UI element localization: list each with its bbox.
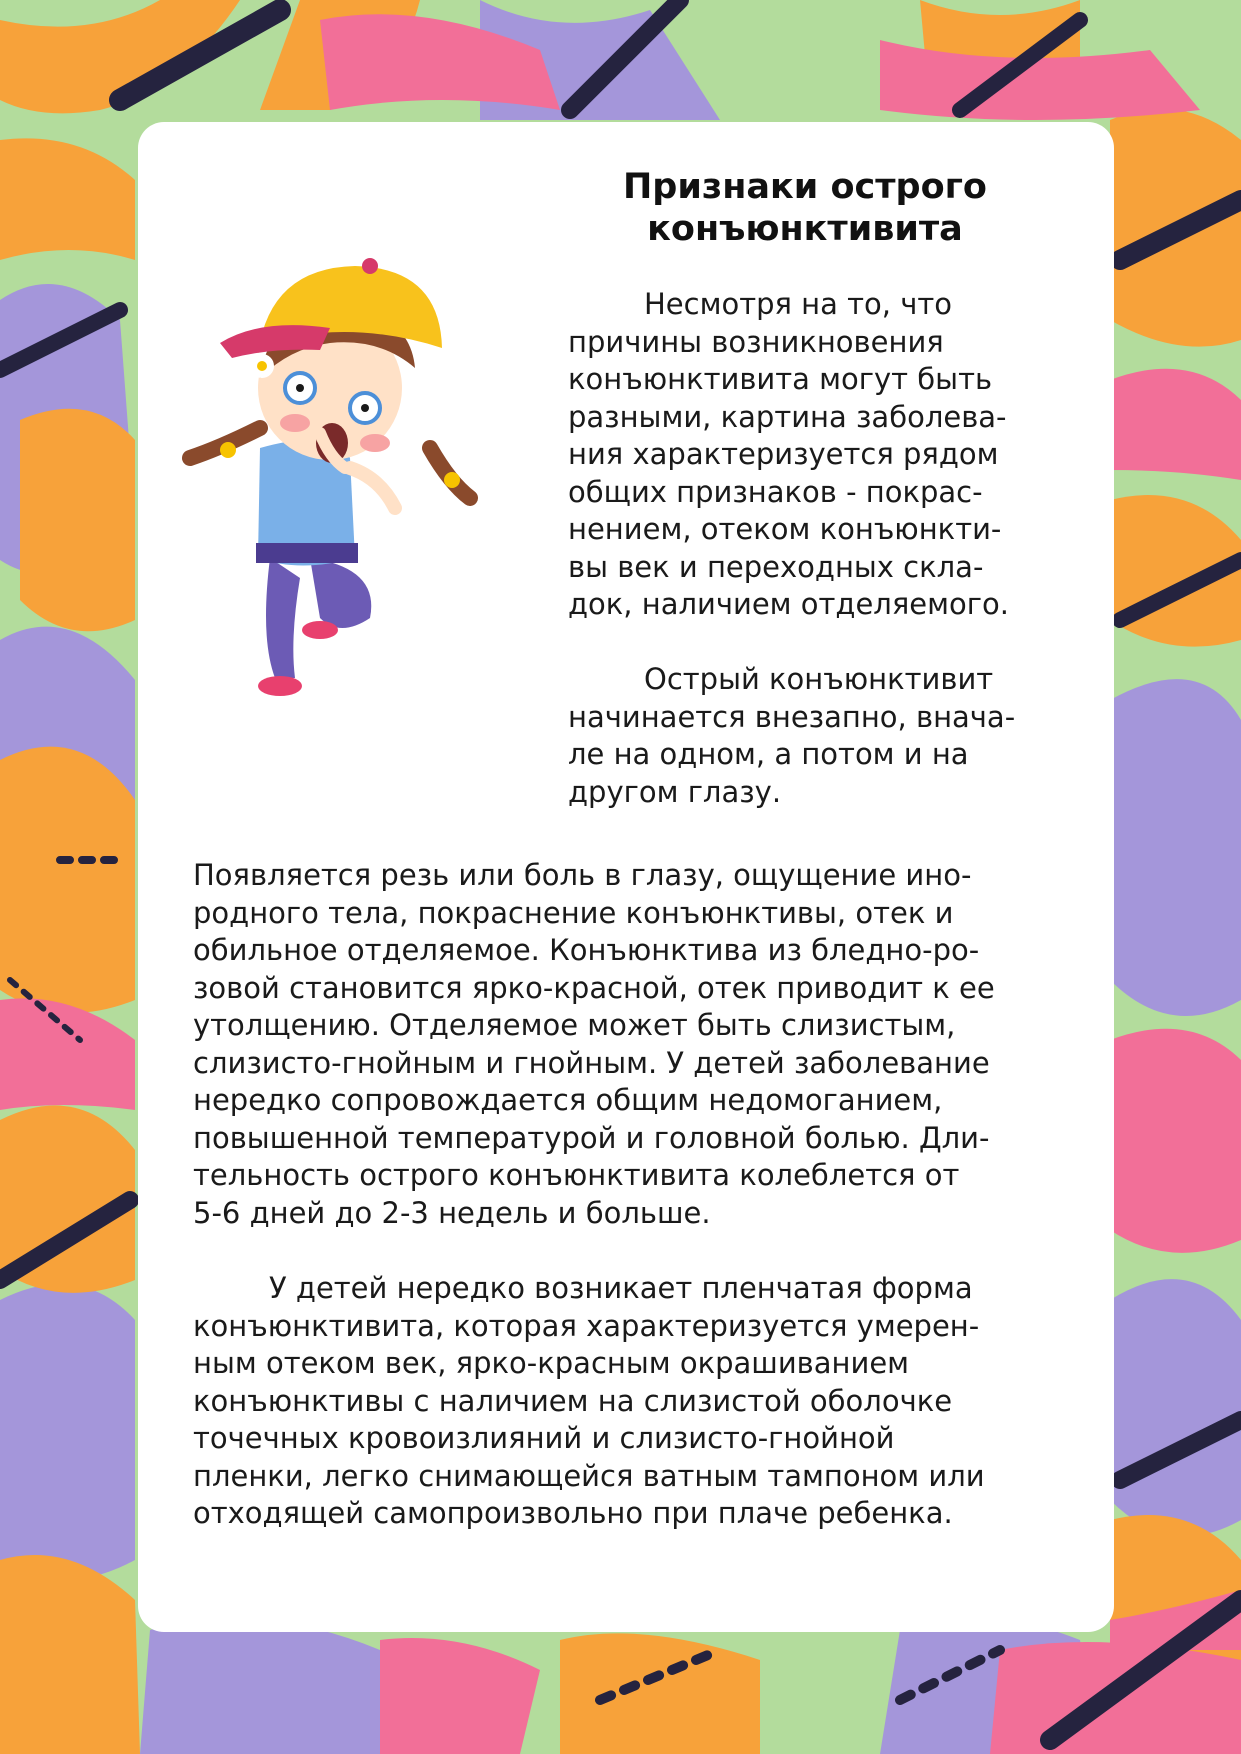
text-line: нередко сопровождается общим недомоганием, <box>193 1083 943 1117</box>
text-line: пленки, легко снимающейся ватным тампоном или <box>193 1458 985 1493</box>
text-line: слизисто-гнойным и гнойным. У детей заболевание <box>193 1045 990 1080</box>
text-line: У детей нередко возникает пленчатая форма <box>269 1271 973 1305</box>
text-line: утолщению. Отделяемое может быть слизистым, <box>193 1008 956 1042</box>
text-line: общих признаков - покрас- <box>568 474 983 509</box>
text-line: конъюнктивита могут быть <box>568 362 993 396</box>
text-line: родного тела, покраснение конъюнктивы, отек и <box>193 895 954 930</box>
text-line: причины возникновения <box>568 324 944 359</box>
paragraph-membranous-form <box>193 1270 1073 1533</box>
scared-girl-illustration <box>180 258 530 778</box>
text-line: ния характеризуется рядом <box>568 437 999 471</box>
text-line: 5-6 дней до 2-3 недель и больше. <box>193 1195 711 1230</box>
page-title <box>560 166 1050 250</box>
text-line: док, наличием отделяемого. <box>568 587 1009 621</box>
text-line: точечных кровоизлияний и слизисто-гнойной <box>193 1421 895 1455</box>
paragraph-onset <box>568 661 1068 811</box>
text-line: Несмотря на то, что <box>644 287 952 321</box>
text-line: ным отеком век, ярко-красным окрашиванием <box>193 1346 910 1380</box>
text-line: другом глазу. <box>568 774 782 809</box>
text-line: конъюнктивита, которая характеризуется умерен- <box>193 1308 980 1343</box>
text-line: отходящей самопроизвольно при плаче ребенка. <box>193 1496 953 1530</box>
text-line: Появляется резь или боль в глазу, ощущение ино- <box>193 858 972 892</box>
text-line: начинается внезапно, внача- <box>568 699 1016 734</box>
title-line: Признаки острого <box>623 167 987 207</box>
text-line: ле на одном, а потом и на <box>568 737 969 771</box>
text-line: конъюнктивы с наличием на слизистой оболочке <box>193 1383 953 1418</box>
paragraph-symptoms <box>193 857 1073 1232</box>
title-line: конъюнктивита <box>647 209 963 249</box>
text-line: разными, картина заболева- <box>568 399 1007 434</box>
text-line: нением, отеком конъюнкти- <box>568 512 1002 546</box>
text-line: Острый конъюнктивит <box>644 662 994 696</box>
paragraph-intro <box>568 286 1068 624</box>
text-line: обильное отделяемое. Конъюнктива из бледно-ро- <box>193 933 980 967</box>
text-line: вы век и переходных скла- <box>568 549 984 584</box>
text-line: зовой становится ярко-красной, отек приводит к ее <box>193 970 995 1005</box>
text-line: тельность острого конъюнктивита колеблется от <box>193 1158 960 1192</box>
text-line: повышенной температурой и головной болью. Дли- <box>193 1120 990 1155</box>
